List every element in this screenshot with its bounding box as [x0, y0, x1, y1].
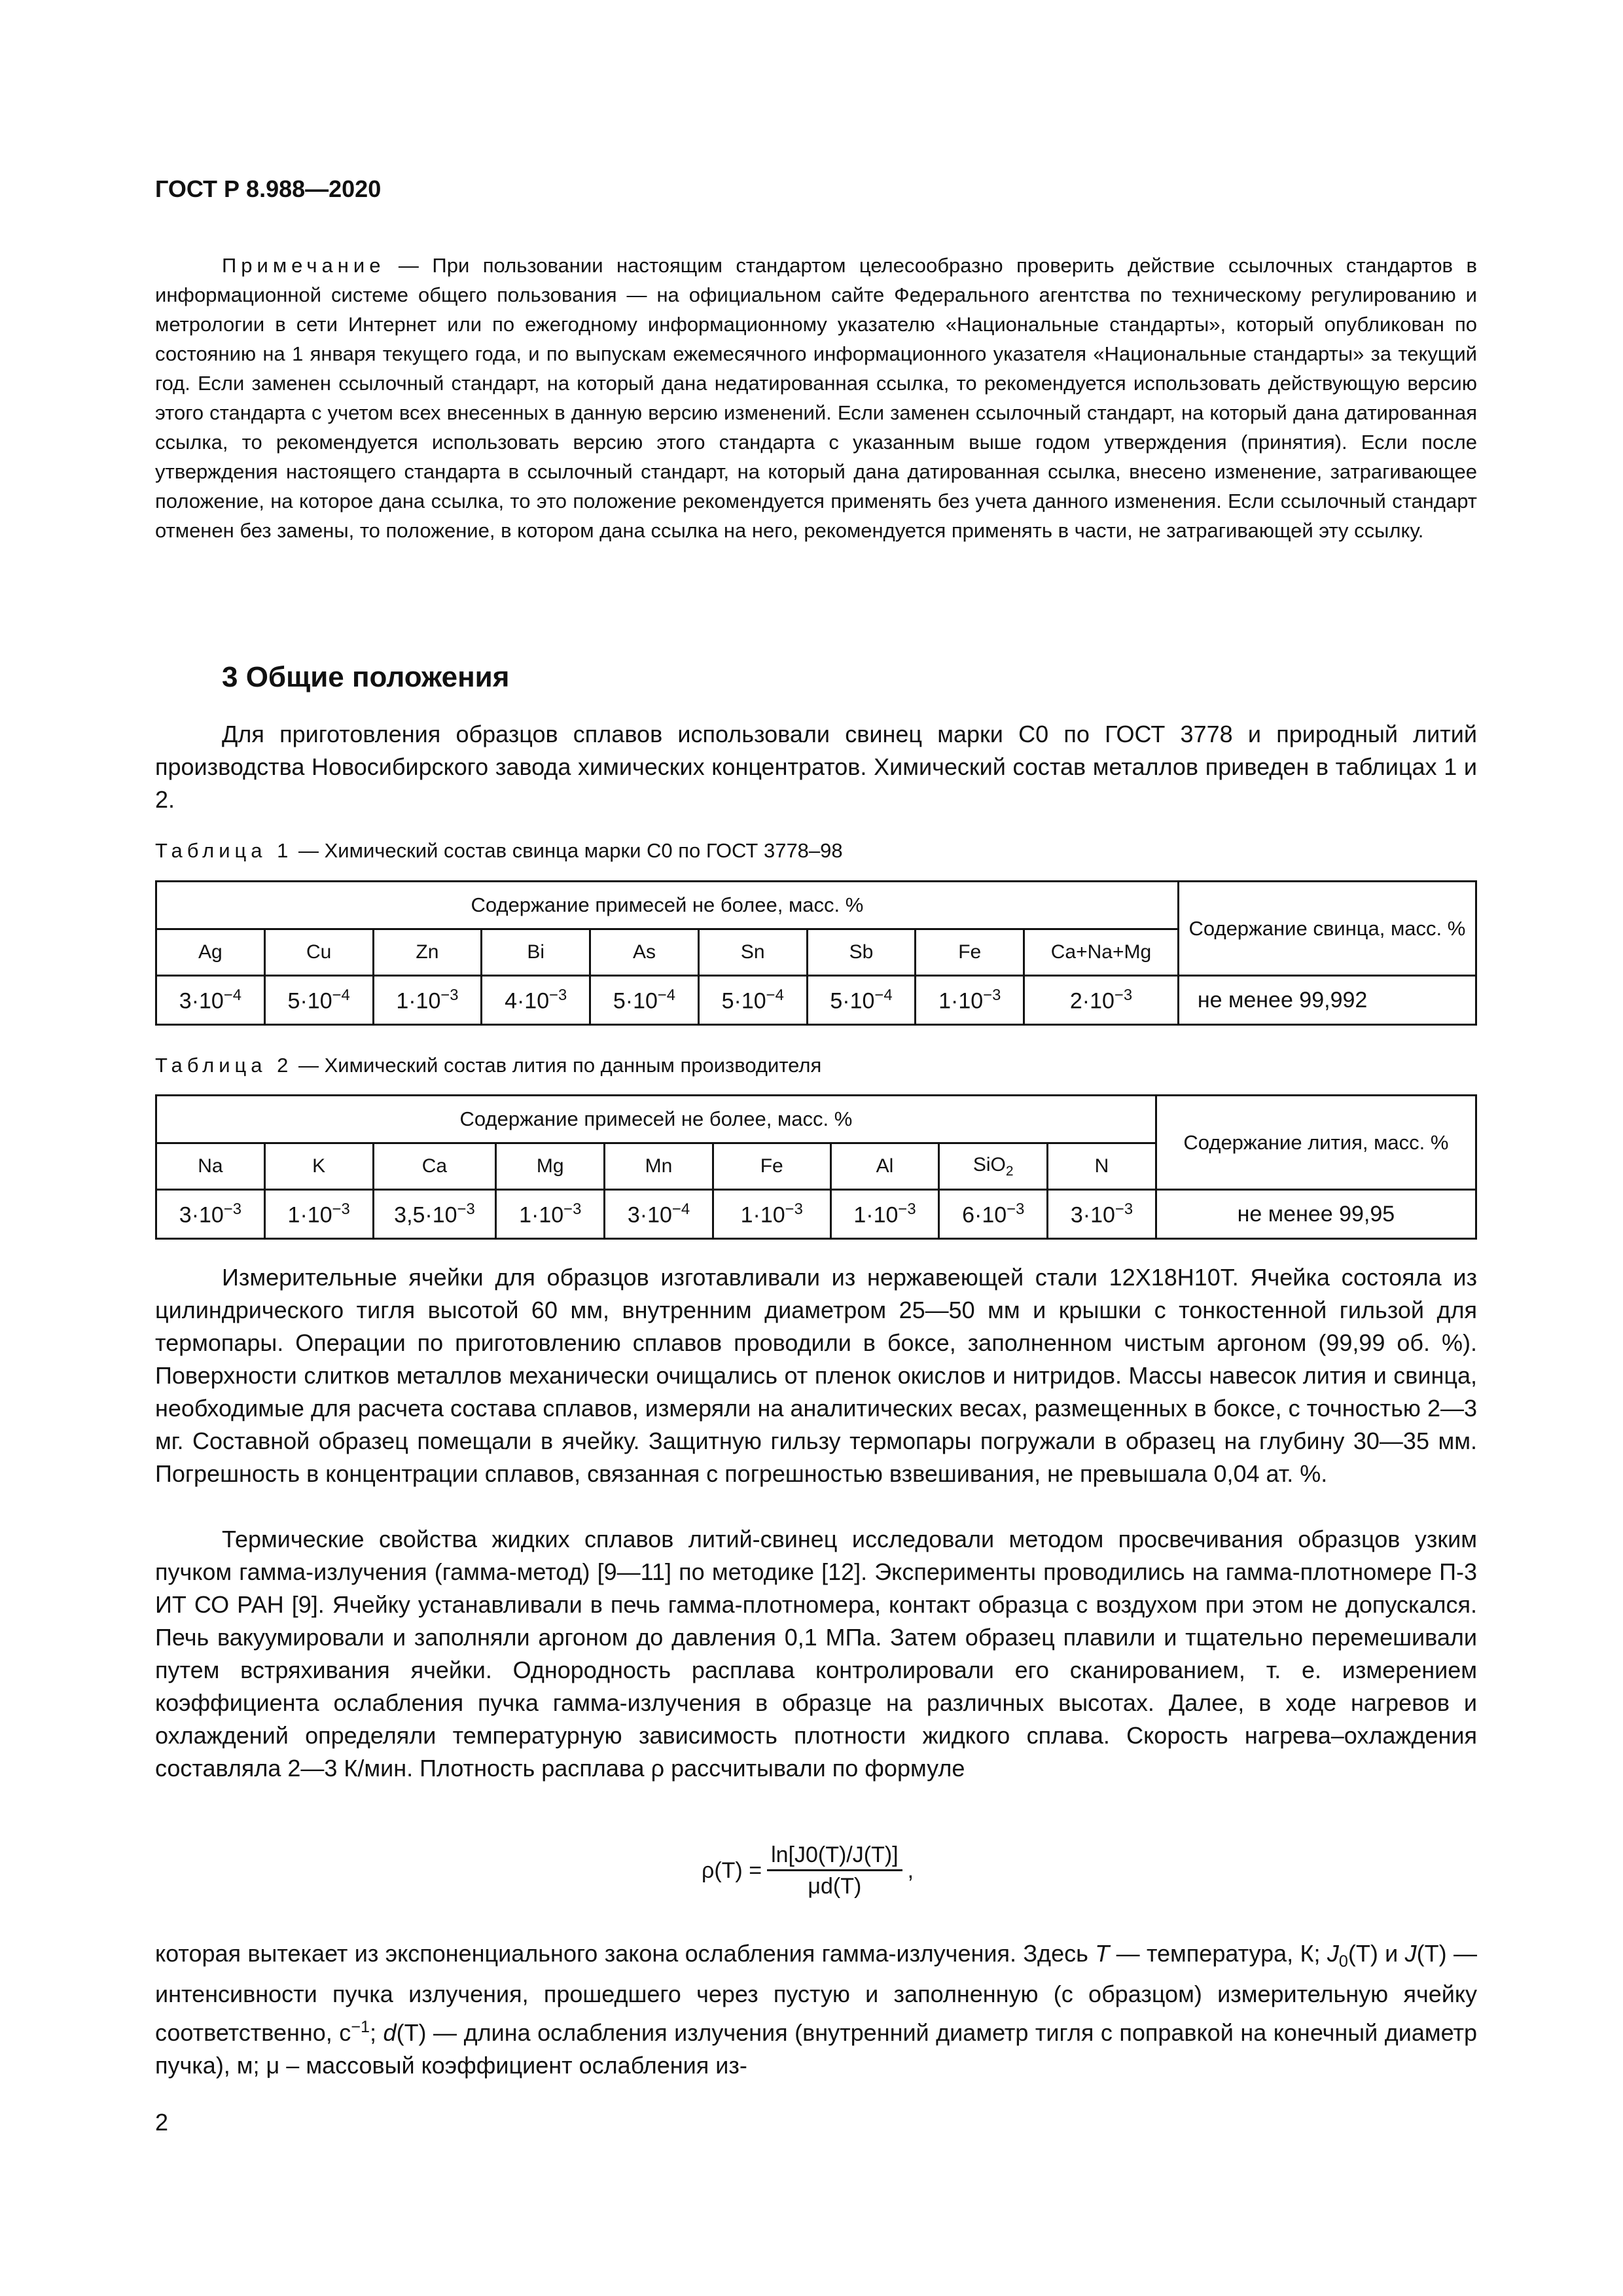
table1-value: $2\cdot 10^{-3}$: [1024, 976, 1179, 1025]
table2-col-header: Al: [830, 1143, 939, 1190]
definitions-text: которая вытекает из экспоненциального закона ослабления гамма-излучения. Здесь T — температура, К; $J_0(T)$ и J(T) — интенсивности пучка излучения, прошедшего через пустую и заполненную (с образцом) измерительную ячейку соответственно, $с^{-1}$; d(T) — длина ослабления излучения (внутренний диаметр тигля с поправкой на конечный диаметр пучка), м; μ – массовый коэффициент ослабления из-: [155, 1940, 1477, 2079]
table2-caption: [155, 1054, 821, 1077]
table2-main-header: Содержание лития, масс. %: [1156, 1096, 1476, 1190]
table1-group-header: Содержание примесей не более, масс. %: [156, 882, 1179, 929]
table1-main-value: не менее 99,992: [1178, 976, 1476, 1025]
formula-denominator: μd(T): [808, 1874, 862, 1899]
table1-value: $5\cdot 10^{-4}$: [698, 976, 807, 1025]
table1-caption-text: — Химический состав свинца марки С0 по ГОСТ 3778–98: [293, 839, 843, 862]
table2-col-header: Mg: [496, 1143, 605, 1190]
table1-value: $3\cdot 10^{-4}$: [156, 976, 265, 1025]
table1-col-header: As: [590, 929, 699, 976]
formula-numerator: ln[J0(T)/J(T)]: [767, 1842, 902, 1871]
table1-value: $5\cdot 10^{-4}$: [264, 976, 373, 1025]
table1-value: $4\cdot 10^{-3}$: [482, 976, 590, 1025]
table2-value: $1\cdot 10^{-3}$: [264, 1190, 373, 1239]
note-text: — При пользовании настоящим стандартом целесообразно проверить действие ссылочных стандартов в информационной системе общего пользования — на официальном сайте Федерального агентства по техническому регулированию и метрологии в сети Интернет или по ежегодному информационному указателю «Национальные стандарты», который опубликован по состоянию на 1 января текущего года, и по выпускам ежемесячного информационного указателя «Национальные стандарты» за текущий год. Если заменен ссылочный стандарт, на который дана недатированная ссылка, то рекомендуется использовать действующую версию этого стандарта с учетом всех внесенных в данную версию изменений. Если заменен ссылочный стандарт, на который дана датированная ссылка, то рекомендуется использовать версию этого стандарта с указанным выше годом утверждения (принятия). Если после утверждения настоящего стандарта в ссылочный стандарт, на который дана датированная ссылка, внесено изменение, затрагивающее положение, на которое дана ссылка, то это положение рекомендуется применять без учета данного изменения. Если ссылочный стандарт отменен без замены, то положение, в котором дана ссылка на него, рекомендуется применять в части, не затрагивающей эту ссылку.: [155, 254, 1477, 542]
document-header: ГОСТ Р 8.988—2020: [155, 175, 382, 202]
page-number: 2: [155, 2109, 169, 2136]
intro-text: Для приготовления образцов сплавов использовали свинец марки С0 по ГОСТ 3778 и природный литий производства Новосибирского завода химических концентратов. Химический состав металлов приведен в таблицах 1 и 2.: [155, 721, 1477, 813]
table1-value: $5\cdot 10^{-4}$: [807, 976, 916, 1025]
table1-col-header: Ag: [156, 929, 265, 976]
table1-col-header: Sb: [807, 929, 916, 976]
table2-col-header: SiO$_2$: [939, 1143, 1048, 1190]
table1-value: $1\cdot 10^{-3}$: [373, 976, 482, 1025]
table2-value: $6\cdot 10^{-3}$: [939, 1190, 1048, 1239]
table2-col-header: K: [264, 1143, 373, 1190]
table2-col-header: N: [1048, 1143, 1156, 1190]
cells-text: Измерительные ячейки для образцов изготавливали из нержавеющей стали 12Х18Н10Т. Ячейка состояла из цилиндрического тигля высотой 60 мм, внутренним диаметром 25—50 мм и крышки с тонкостенной гильзой для термопары. Операции по приготовлению сплавов проводили в боксе, заполненном чистым аргоном (99,99 об. %). Поверхности слитков металлов механически очищались от пленок окислов и нитридов. Массы навесок лития и свинца, необходимые для расчета состава сплавов, измеряли на аналитических весах, размещенных в боксе, с точностью 2—3 мг. Составной образец помещали в ячейку. Защитную гильзу термопары погружали в образец на глубину 30—35 мм. Погрешность в концентрации сплавов, связанная с погрешностью взвешивания, не превышала 0,04 ат. %.: [155, 1264, 1477, 1487]
table2-caption-text: — Химический состав лития по данным производителя: [293, 1054, 822, 1077]
table2-main-value: не менее 99,95: [1156, 1190, 1476, 1239]
cells-paragraph: [155, 1261, 1477, 1490]
table2-col-header: Na: [156, 1143, 265, 1190]
table1-col-header: Bi: [482, 929, 590, 976]
table2-col-header: Mn: [605, 1143, 713, 1190]
table2: [155, 1094, 1477, 1240]
density-formula: [702, 1842, 914, 1899]
table1-col-header: Cu: [264, 929, 373, 976]
table2-value: $1\cdot 10^{-3}$: [496, 1190, 605, 1239]
formula-lhs: ρ(T) =: [702, 1858, 762, 1883]
table2-col-header: Ca: [373, 1143, 496, 1190]
table1-col-header: Fe: [916, 929, 1024, 976]
method-text: Термические свойства жидких сплавов литий-свинец исследовали методом просвечивания образцов узким пучком гамма-излучения (гамма-метод) [9—11] по методике [12]. Эксперименты проводились на гамма-плотномере П-3 ИТ СО РАН [9]. Ячейку устанавливали в печь гамма-плотномера, контакт образца с воздухом при этом не допускался. Печь вакуумировали и заполняли аргоном до давления 0,1 МПа. Затем образец плавили и тщательно перемешивали путем встряхивания ячейки. Однородность расплава контролировали его сканированием, т. е. измерением коэффициента ослабления пучка гамма-излучения в образце на различных высотах. Далее, в ходе нагревов и охлаждений определяли температурную зависимость плотности жидкого сплава. Скорость нагрева–охлаждения составляла 2—3 К/мин. Плотность расплава ρ рассчитывали по формуле: [155, 1526, 1477, 1782]
table2-value: $3,5\cdot 10^{-3}$: [373, 1190, 496, 1239]
table2-col-header: Fe: [713, 1143, 830, 1190]
table1-col-header: Sn: [698, 929, 807, 976]
table2-group-header: Содержание примесей не более, масс. %: [156, 1096, 1156, 1143]
formula-fraction: [767, 1842, 902, 1899]
note-label: Примечание: [222, 254, 385, 277]
table2-value: $3\cdot 10^{-4}$: [605, 1190, 713, 1239]
table1-main-header: Содержание свинца, масс. %: [1178, 882, 1476, 976]
intro-paragraph: [155, 718, 1477, 816]
definitions-paragraph: [155, 1937, 1477, 2082]
table1-col-header: Ca+Na+Mg: [1024, 929, 1179, 976]
table2-value: $3\cdot 10^{-3}$: [156, 1190, 265, 1239]
method-paragraph: [155, 1523, 1477, 1785]
note-block: [155, 251, 1477, 545]
table2-value: $1\cdot 10^{-3}$: [713, 1190, 830, 1239]
table1-caption-label: Таблица 1: [155, 839, 293, 862]
table1: [155, 880, 1477, 1026]
table1-value: $5\cdot 10^{-4}$: [590, 976, 699, 1025]
table2-caption-label: Таблица 2: [155, 1054, 293, 1077]
table1-value: $1\cdot 10^{-3}$: [916, 976, 1024, 1025]
table2-value: $1\cdot 10^{-3}$: [830, 1190, 939, 1239]
table1-caption: [155, 839, 843, 863]
table1-col-header: Zn: [373, 929, 482, 976]
section-title: 3 Общие положения: [222, 661, 510, 693]
table2-value: $3\cdot 10^{-3}$: [1048, 1190, 1156, 1239]
formula-tail: ,: [907, 1858, 914, 1883]
